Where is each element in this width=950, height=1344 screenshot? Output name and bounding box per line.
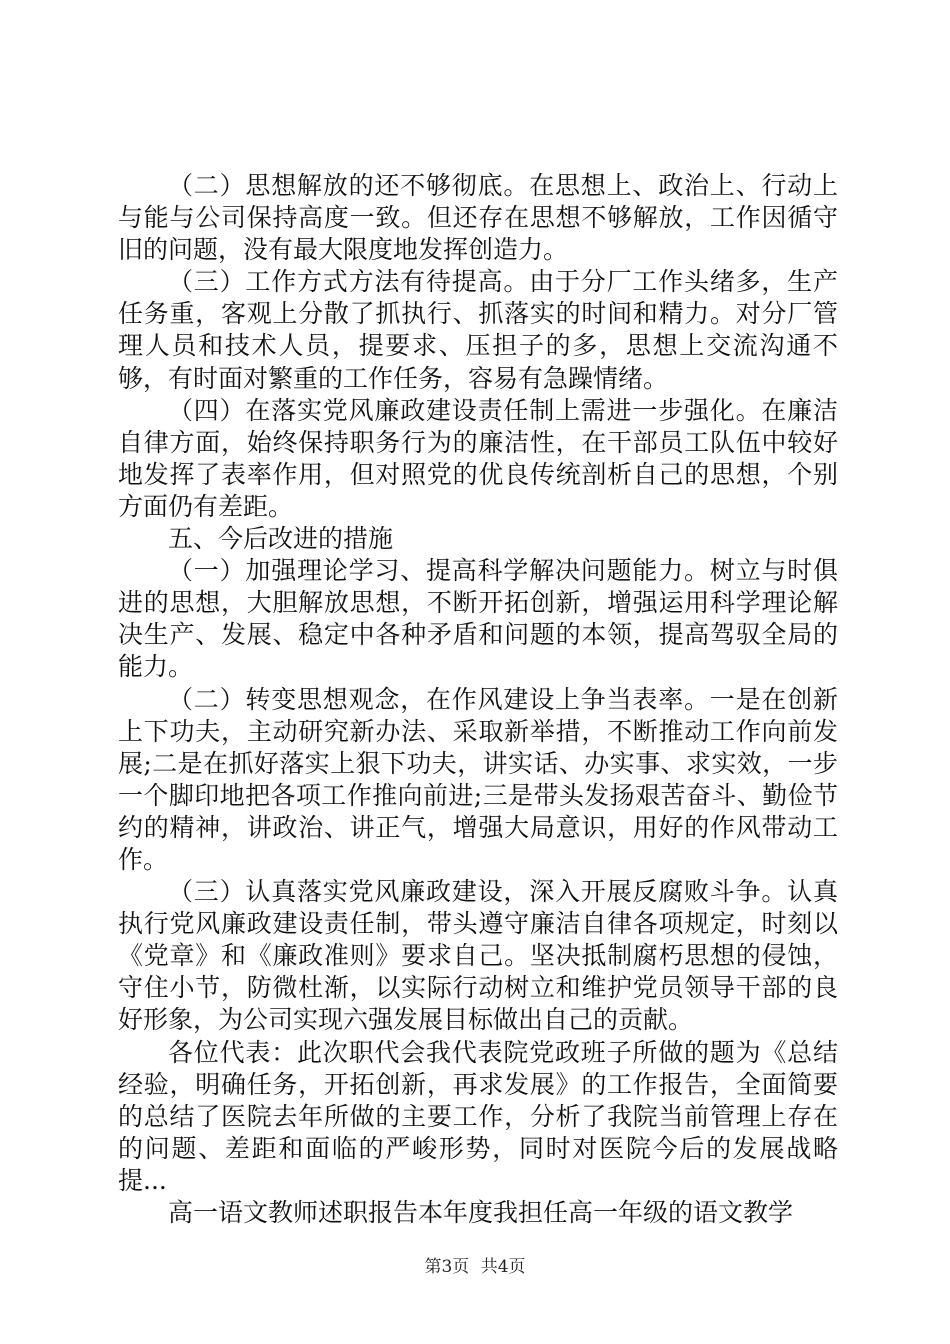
paragraph-theory-study: （一）加强理论学习、提高科学解决问题能力。树立与时俱进的思想，大胆解放思想，不断开拓创新，增强运用科学理论解决生产、发展、稳定中各种矛盾和问题的本领，提高驾驭全局的能力。 <box>118 556 838 682</box>
page-total: 共4页 <box>480 1257 526 1277</box>
document-body <box>118 170 838 1229</box>
paragraph-integrity-responsibility: （四）在落实党风廉政建设责任制上需进一步强化。在廉洁自律方面，始终保持职务行为的廉洁性，在干部员工队伍中较好地发挥了表率作用，但对照党的优良传统剖析自己的思想，个别方面仍有差距。 <box>118 395 838 521</box>
section-heading-improvement-measures: 五、今后改进的措施 <box>168 524 394 554</box>
paragraph-anti-corruption: （三）认真落实党风廉政建设，深入开展反腐败斗争。认真执行党风廉政建设责任制，带头遵守廉洁自律各项规定，时刻以《党章》和《廉政准则》要求自己。坚决抵制腐朽思想的侵蚀，守住小节，防微杜渐，以实际行动树立和维护党员领导干部的良好形象，为公司实现六强发展目标做出自己的贡献。 <box>118 877 838 1035</box>
page-number: 第3页 <box>424 1257 470 1277</box>
paragraph-representatives: 各位代表：此次职代会我代表院党政班子所做的题为《总结经验，明确任务，开拓创新，再求发展》的工作报告，全面简要的总结了医院去年所做的主要工作，分析了我院当前管理上存在的问题、差距和面临的严峻形势，同时对医院今后的发展战略提... <box>118 1037 838 1195</box>
paragraph-teacher-report: 高一语文教师述职报告本年度我担任高一年级的语文教学 <box>168 1198 794 1227</box>
paragraph-work-style: （二）转变思想观念，在作风建设上争当表率。一是在创新上下功夫，主动研究新办法、采取新举措，不断推动工作向前发展;二是在抓好落实上狠下功夫，讲实话、办实事、求实效，一步一个脚印地把各项工作推向前进;三是带头发扬艰苦奋斗、勤俭节约的精神，讲政治、讲正气，增强大局意识，用好的作风带动工作。 <box>118 684 838 874</box>
paragraph-thought-liberation: （二）思想解放的还不够彻底。在思想上、政治上、行动上与能与公司保持高度一致。但还存在思想不够解放，工作因循守旧的问题，没有最大限度地发挥创造力。 <box>118 171 838 265</box>
page-footer <box>0 1256 950 1278</box>
paragraph-work-methods: （三）工作方式方法有待提高。由于分厂工作头绪多，生产任务重，客观上分散了抓执行、抓落实的时间和精力。对分厂管理人员和技术人员，提要求、压担子的多，思想上交流沟通不够，有时面对繁重的工作任务，容易有急躁情绪。 <box>118 267 838 393</box>
